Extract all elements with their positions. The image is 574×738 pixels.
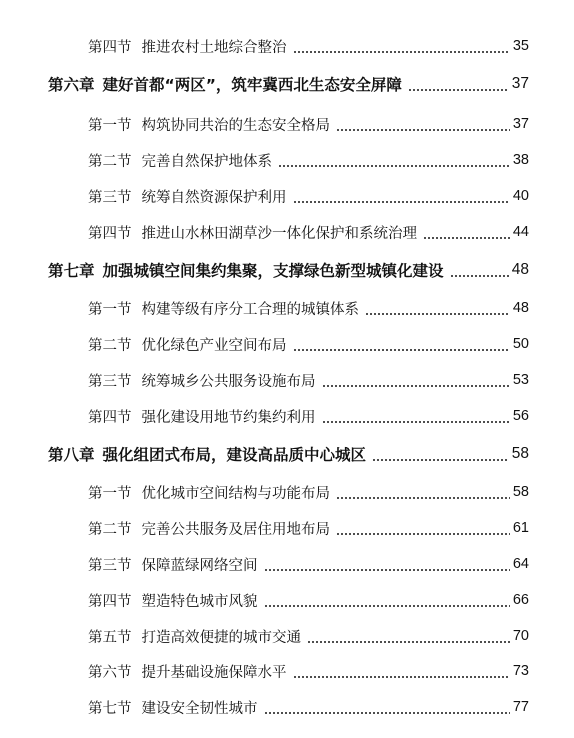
dot-leader	[450, 275, 509, 277]
toc-entry-section[interactable]	[0, 217, 574, 247]
toc-entry-section[interactable]	[0, 145, 574, 175]
toc-entry-section[interactable]	[0, 621, 574, 651]
toc-entry-section[interactable]	[0, 181, 574, 211]
entry-page-number: 70	[512, 628, 529, 644]
entry-title: 优化绿色产业空间布局	[141, 337, 287, 354]
dot-leader	[293, 51, 510, 53]
entry-number: 第五节	[88, 629, 132, 646]
dot-leader	[336, 533, 510, 535]
dot-leader	[408, 89, 509, 91]
entry-number: 第六章	[48, 76, 95, 94]
entry-page-number: 48	[512, 300, 529, 316]
entry-page-number: 50	[512, 336, 529, 352]
entry-title: 加强城镇空间集约集聚，支撑绿色新型城镇化建设	[102, 262, 444, 280]
entry-title: 打造高效便捷的城市交通	[141, 629, 301, 646]
entry-number: 第八章	[48, 446, 95, 464]
entry-title: 推进农村土地综合整治	[141, 39, 287, 56]
entry-title: 建好首都“两区”，筑牢冀西北生态安全屏障	[102, 76, 402, 94]
entry-title: 统筹城乡公共服务设施布局	[141, 373, 316, 390]
dot-leader	[293, 201, 510, 203]
entry-number: 第二节	[88, 153, 132, 170]
entry-title: 统筹自然资源保护利用	[141, 189, 287, 206]
entry-page-number: 58	[512, 484, 529, 500]
entry-page-number: 53	[512, 372, 529, 388]
dot-leader	[307, 641, 510, 643]
toc-entry-chapter[interactable]	[0, 255, 574, 285]
entry-title: 推进山水林田湖草沙一体化保护和系统治理	[141, 225, 417, 242]
entry-title: 强化建设用地节约集约利用	[141, 409, 316, 426]
entry-number: 第四节	[88, 593, 132, 610]
toc-entry-section[interactable]	[0, 293, 574, 323]
toc-entry-chapter[interactable]	[0, 439, 574, 469]
toc-entry-section[interactable]	[0, 329, 574, 359]
dot-leader	[365, 313, 510, 315]
toc-entry-section[interactable]	[0, 585, 574, 615]
entry-title: 塑造特色城市风貌	[141, 593, 258, 610]
entry-number: 第二节	[88, 521, 132, 538]
entry-number: 第四节	[88, 39, 132, 56]
entry-page-number: 37	[511, 75, 529, 92]
toc-entry-chapter[interactable]	[0, 69, 574, 99]
toc-entry-section[interactable]	[0, 692, 574, 722]
entry-page-number: 37	[512, 116, 529, 132]
dot-leader	[264, 712, 510, 714]
entry-title: 强化组团式布局，建设高品质中心城区	[102, 446, 367, 464]
toc-entry-section[interactable]	[0, 513, 574, 543]
entry-title: 完善公共服务及居住用地布局	[141, 521, 330, 538]
entry-title: 提升基础设施保障水平	[141, 664, 287, 681]
entry-page-number: 66	[512, 592, 529, 608]
toc-entry-section[interactable]	[0, 656, 574, 686]
dot-leader	[423, 237, 510, 239]
entry-page-number: 64	[512, 556, 529, 572]
entry-number: 第四节	[88, 409, 132, 426]
dot-leader	[293, 349, 510, 351]
entry-number: 第七节	[88, 700, 132, 717]
entry-title: 保障蓝绿网络空间	[141, 557, 258, 574]
entry-page-number: 61	[512, 520, 529, 536]
dot-leader	[322, 421, 510, 423]
entry-title: 完善自然保护地体系	[141, 153, 272, 170]
dot-leader	[264, 569, 510, 571]
entry-page-number: 35	[512, 38, 529, 54]
entry-number: 第七章	[48, 262, 95, 280]
entry-number: 第三节	[88, 189, 132, 206]
entry-page-number: 48	[511, 261, 529, 278]
toc-entry-section[interactable]	[0, 477, 574, 507]
entry-number: 第三节	[88, 373, 132, 390]
entry-title: 优化城市空间结构与功能布局	[141, 485, 330, 502]
entry-number: 第六节	[88, 664, 132, 681]
entry-title: 建设安全韧性城市	[141, 700, 258, 717]
dot-leader	[293, 676, 510, 678]
entry-number: 第一节	[88, 301, 132, 318]
entry-number: 第三节	[88, 557, 132, 574]
entry-page-number: 73	[512, 663, 529, 679]
entry-title: 构筑协同共治的生态安全格局	[141, 117, 330, 134]
dot-leader	[336, 129, 510, 131]
entry-page-number: 40	[512, 188, 529, 204]
dot-leader	[264, 605, 510, 607]
entry-page-number: 38	[512, 152, 529, 168]
toc-entry-section[interactable]	[0, 109, 574, 139]
dot-leader	[336, 497, 510, 499]
dot-leader	[278, 165, 510, 167]
dot-leader	[322, 385, 510, 387]
entry-title: 构建等级有序分工合理的城镇体系	[141, 301, 359, 318]
entry-number: 第一节	[88, 485, 132, 502]
entry-page-number: 58	[511, 445, 529, 462]
dot-leader	[372, 459, 509, 461]
entry-number: 第一节	[88, 117, 132, 134]
entry-page-number: 77	[512, 699, 529, 715]
entry-number: 第二节	[88, 337, 132, 354]
toc-entry-section[interactable]	[0, 365, 574, 395]
toc-entry-section[interactable]	[0, 31, 574, 61]
toc-entry-section[interactable]	[0, 549, 574, 579]
entry-page-number: 56	[512, 408, 529, 424]
entry-number: 第四节	[88, 225, 132, 242]
toc-entry-section[interactable]	[0, 401, 574, 431]
entry-page-number: 44	[512, 224, 529, 240]
